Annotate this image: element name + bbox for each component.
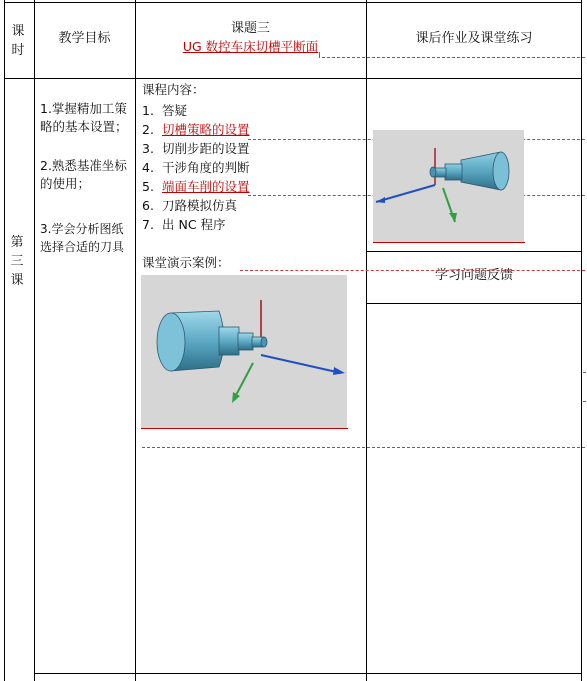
image-underline xyxy=(141,428,348,429)
table-border-left xyxy=(4,0,5,681)
margin-tick xyxy=(583,401,586,402)
content-heading: 课程内容： xyxy=(142,82,205,97)
goal-3: 3.学会分析图纸选择合适的刀具 xyxy=(40,222,125,254)
table-bottom-line xyxy=(34,673,582,674)
revision-mark xyxy=(240,270,585,271)
header-topic-subtitle: UG 数控车床切槽平断面 xyxy=(182,39,319,54)
revision-mark xyxy=(142,447,585,448)
cad-model-image-small xyxy=(373,130,524,243)
header-homework: 课后作业及课堂练习 xyxy=(415,31,533,46)
header-period: 课时 xyxy=(11,24,25,58)
table-divider-3 xyxy=(366,0,367,681)
header-row-bottom xyxy=(4,78,582,79)
goal-1: 1.掌握精加工策略的基本设置； xyxy=(40,101,128,134)
lathe-part-icon xyxy=(141,275,347,428)
table-border-right xyxy=(581,0,582,681)
header-topic-title: 课题三 xyxy=(230,21,270,36)
content-item: 1. 答疑 xyxy=(142,103,188,118)
content-item: 3. 切削步距的设置 xyxy=(142,141,250,156)
demo-heading: 课堂演示案例： xyxy=(142,255,230,270)
content-item: 6. 刀路模拟仿真 xyxy=(142,198,238,213)
feedback-heading: 学习问题反馈 xyxy=(434,268,513,283)
table-divider-1 xyxy=(34,0,35,681)
goal-2: 2.熟悉基准坐标的使用； xyxy=(40,158,127,191)
content-item: 2. 切槽策略的设置 xyxy=(142,122,250,137)
revision-mark xyxy=(322,57,585,58)
table-border-top xyxy=(4,2,582,3)
content-item: 5. 端面车削的设置 xyxy=(142,179,250,194)
image-underline xyxy=(373,242,525,243)
table-divider-2 xyxy=(135,0,136,681)
revision-mark xyxy=(319,52,320,58)
cad-model-image-large xyxy=(141,275,347,428)
content-item: 4. 干涉角度的判断 xyxy=(142,160,250,175)
content-item: 7. 出 NC 程序 xyxy=(142,217,226,232)
feedback-header-bottom xyxy=(366,303,582,304)
margin-tick xyxy=(583,372,586,373)
image-cell-bottom xyxy=(366,251,582,252)
lathe-part-icon xyxy=(373,130,524,243)
lesson-label: 第三课 xyxy=(10,235,24,288)
header-goals: 教学目标 xyxy=(58,31,111,46)
